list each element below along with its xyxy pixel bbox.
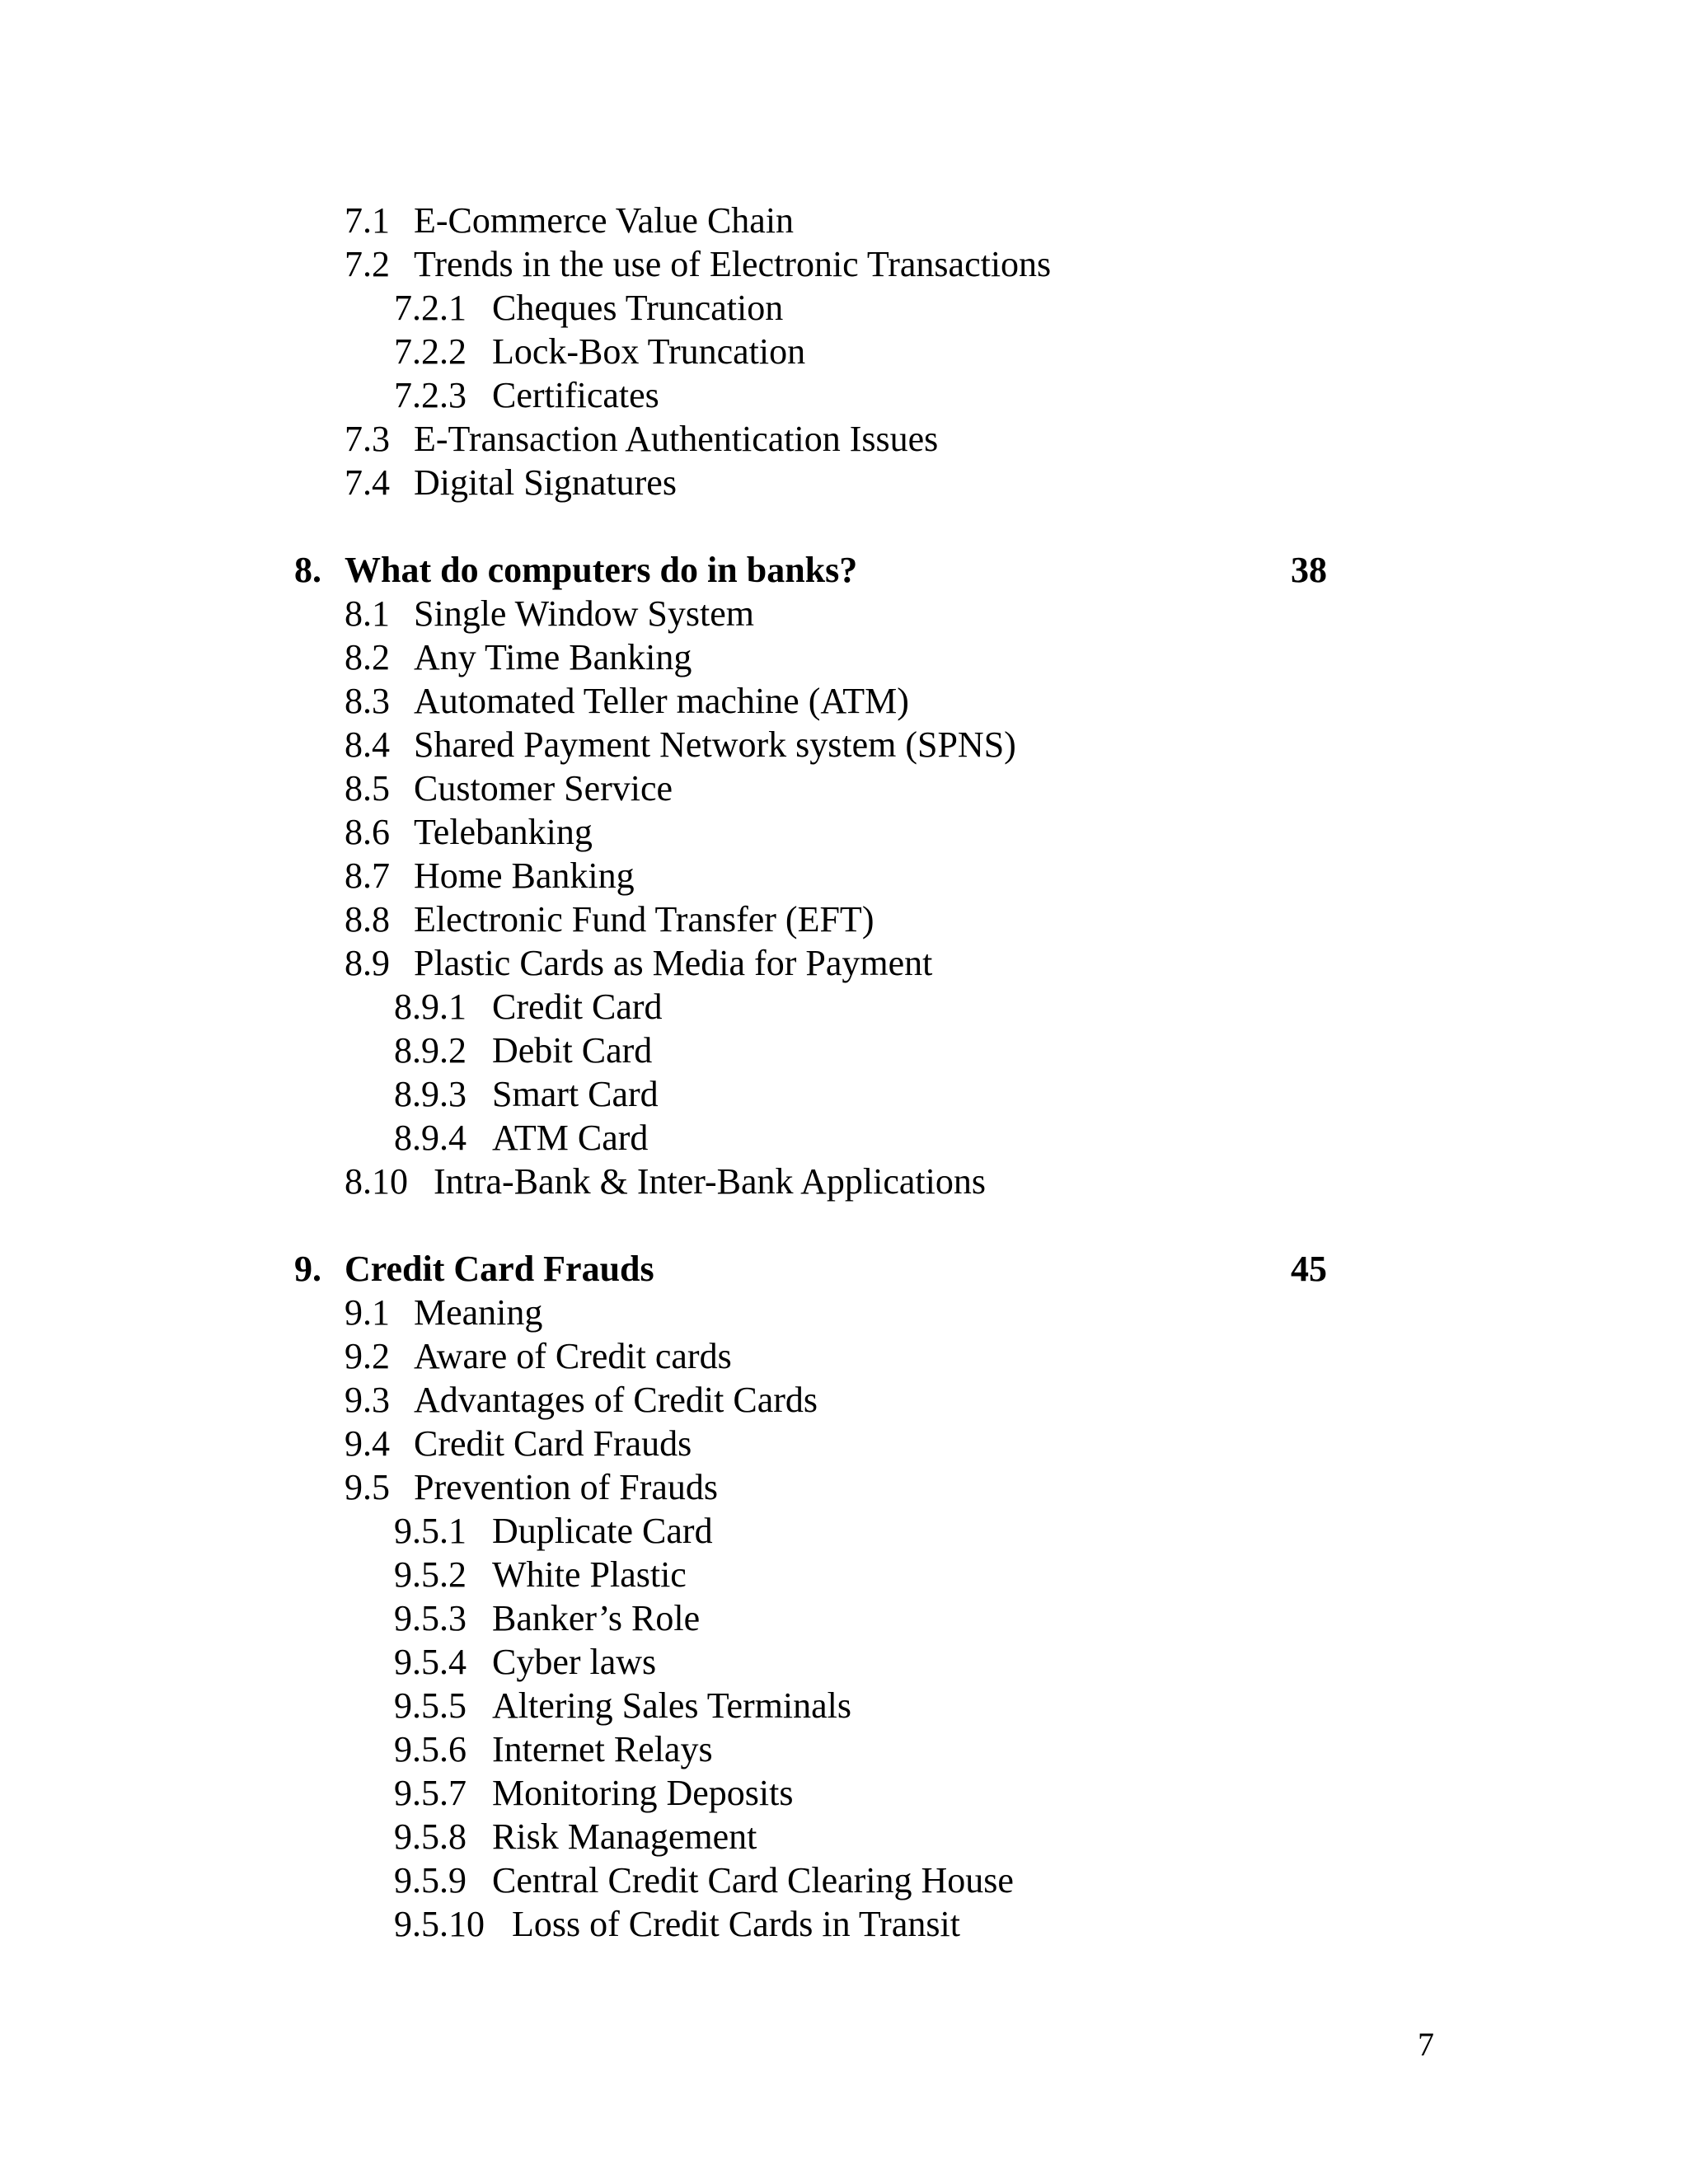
entry-number: 9.3: [345, 1380, 390, 1420]
toc-entry-8-9-1: [394, 985, 663, 1029]
toc-entry-8-9-2: [394, 1029, 652, 1072]
toc-entry-8-8: [345, 898, 874, 941]
toc-entry-8-6: [345, 810, 593, 854]
toc-chapter-9-heading: [294, 1247, 654, 1291]
toc-entry-8-1: [345, 592, 754, 635]
entry-title: Central Credit Card Clearing House: [492, 1860, 1014, 1900]
entry-title: Credit Card: [492, 987, 663, 1027]
entry-number: 8.8: [345, 899, 390, 940]
toc-entry-7-2-1: [394, 286, 783, 330]
entry-number: 9.5.8: [394, 1816, 467, 1857]
page-number: 7: [1418, 2026, 1434, 2063]
entry-number: 8.7: [345, 855, 390, 896]
entry-number: 8.3: [345, 681, 390, 721]
entry-title: E-Transaction Authentication Issues: [414, 419, 939, 459]
toc-entry-9-5-10: [394, 1902, 960, 1946]
entry-title: Credit Card Frauds: [414, 1423, 692, 1464]
entry-title: Lock-Box Truncation: [492, 331, 806, 372]
entry-title: Shared Payment Network system (SPNS): [414, 724, 1016, 765]
toc-chapter-9-page: 45: [1291, 1249, 1327, 1289]
toc-entry-9-5-5: [394, 1684, 851, 1727]
entry-number: 9.4: [345, 1423, 390, 1464]
entry-title: Home Banking: [414, 855, 635, 896]
entry-number: 7.2.3: [394, 375, 467, 415]
entry-number: 9.1: [345, 1292, 390, 1333]
entry-title: Trends in the use of Electronic Transactions: [414, 244, 1052, 284]
toc-entry-7-2-2: [394, 330, 805, 373]
entry-number: 9.2: [345, 1336, 390, 1376]
entry-title: Automated Teller machine (ATM): [414, 681, 909, 721]
entry-title: White Plastic: [492, 1554, 687, 1595]
entry-number: 7.1: [345, 200, 390, 241]
toc-entry-9-5-6: [394, 1727, 713, 1771]
chapter-number: 9.: [294, 1249, 321, 1289]
entry-title: Telebanking: [414, 812, 593, 852]
toc-entry-9-5-1: [394, 1509, 713, 1553]
toc-entry-9-5-4: [394, 1640, 656, 1684]
entry-title: Internet Relays: [492, 1729, 713, 1769]
entry-number: 8.5: [345, 768, 390, 808]
toc-entry-7-1: [345, 199, 794, 242]
toc-entry-8-9: [345, 941, 932, 985]
entry-number: 8.9.3: [394, 1074, 467, 1114]
entry-number: 7.3: [345, 419, 390, 459]
entry-title: Digital Signatures: [414, 462, 677, 503]
entry-number: 7.2.2: [394, 331, 467, 372]
toc-entry-8-9-3: [394, 1072, 659, 1116]
toc-entry-9-5-7: [394, 1771, 793, 1815]
entry-number: 8.6: [345, 812, 390, 852]
chapter-title: What do computers do in banks?: [345, 550, 858, 590]
entry-title: E-Commerce Value Chain: [414, 200, 795, 241]
toc-entry-9-5-2: [394, 1553, 687, 1596]
toc-entry-7-3: [345, 417, 938, 461]
entry-number: 9.5: [345, 1467, 390, 1507]
toc-entry-9-2: [345, 1334, 732, 1378]
entry-number: 8.10: [345, 1161, 408, 1202]
entry-number: 7.4: [345, 462, 390, 503]
toc-entry-7-2: [345, 242, 1051, 286]
toc-entry-8-5: [345, 766, 673, 810]
entry-number: 9.5.7: [394, 1773, 467, 1813]
toc-entry-8-10: [345, 1160, 986, 1203]
entry-title: Duplicate Card: [492, 1511, 713, 1551]
entry-number: 9.5.10: [394, 1904, 485, 1944]
entry-title: Debit Card: [492, 1030, 653, 1071]
toc-chapter-8-page: 38: [1291, 550, 1327, 590]
entry-title: Aware of Credit cards: [414, 1336, 732, 1376]
entry-number: 7.2: [345, 244, 390, 284]
entry-title: Monitoring Deposits: [492, 1773, 794, 1813]
toc-entry-9-5: [345, 1465, 718, 1509]
entry-title: Customer Service: [414, 768, 673, 808]
entry-title: Loss of Credit Cards in Transit: [512, 1904, 960, 1944]
toc-entry-8-2: [345, 635, 692, 679]
toc-entry-8-4: [345, 723, 1016, 766]
entry-number: 9.5.1: [394, 1511, 467, 1551]
entry-title: Intra-Bank & Inter-Bank Applications: [434, 1161, 986, 1202]
toc-entry-9-5-3: [394, 1596, 700, 1640]
entry-title: Plastic Cards as Media for Payment: [414, 943, 933, 983]
entry-number: 8.4: [345, 724, 390, 765]
entry-title: Single Window System: [414, 593, 754, 634]
entry-number: 9.5.5: [394, 1685, 467, 1726]
entry-title: Any Time Banking: [414, 637, 692, 677]
toc-entry-8-3: [345, 679, 909, 723]
entry-number: 9.5.9: [394, 1860, 467, 1900]
entry-title: Banker’s Role: [492, 1598, 701, 1638]
entry-number: 8.9.2: [394, 1030, 467, 1071]
entry-number: 8.9.1: [394, 987, 467, 1027]
entry-number: 9.5.3: [394, 1598, 467, 1638]
toc-entry-9-5-9: [394, 1858, 1014, 1902]
entry-title: ATM Card: [492, 1118, 649, 1158]
entry-number: 9.5.4: [394, 1642, 467, 1682]
entry-number: 7.2.1: [394, 288, 467, 328]
entry-number: 9.5.6: [394, 1729, 467, 1769]
entry-number: 8.2: [345, 637, 390, 677]
toc-entry-8-9-4: [394, 1116, 648, 1160]
entry-title: Smart Card: [492, 1074, 659, 1114]
entry-title: Certificates: [492, 375, 659, 415]
toc-entry-9-3: [345, 1378, 818, 1422]
toc-entry-9-5-8: [394, 1815, 757, 1858]
entry-title: Cheques Truncation: [492, 288, 784, 328]
entry-title: Cyber laws: [492, 1642, 657, 1682]
entry-number: 9.5.2: [394, 1554, 467, 1595]
chapter-title: Credit Card Frauds: [345, 1249, 654, 1289]
toc-entry-9-1: [345, 1291, 542, 1334]
toc-chapter-8-heading: [294, 548, 857, 592]
entry-title: Risk Management: [492, 1816, 757, 1857]
entry-title: Advantages of Credit Cards: [414, 1380, 818, 1420]
toc-entry-9-4: [345, 1422, 692, 1465]
entry-number: 8.1: [345, 593, 390, 634]
entry-title: Electronic Fund Transfer (EFT): [414, 899, 874, 940]
entry-title: Altering Sales Terminals: [492, 1685, 852, 1726]
toc-entry-7-2-3: [394, 373, 659, 417]
entry-number: 8.9: [345, 943, 390, 983]
entry-title: Prevention of Frauds: [414, 1467, 719, 1507]
entry-number: 8.9.4: [394, 1118, 467, 1158]
chapter-number: 8.: [294, 550, 321, 590]
entry-title: Meaning: [414, 1292, 543, 1333]
toc-entry-7-4: [345, 461, 677, 504]
toc-entry-8-7: [345, 854, 635, 898]
